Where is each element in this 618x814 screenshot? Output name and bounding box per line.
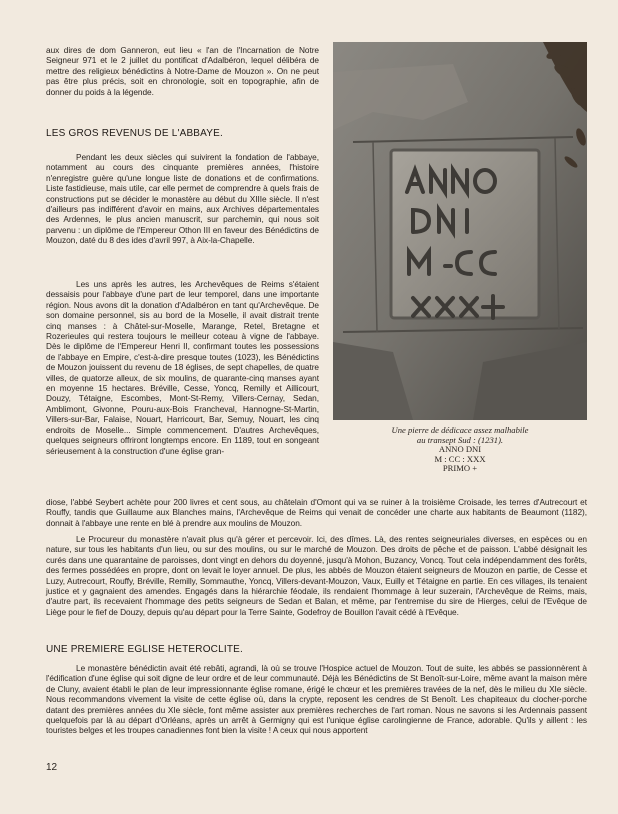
revenus-paragraph-2: Les uns après les autres, les Archevêques de Reims s'étaient dessaisis pour l'abbaye d'une part de leur temporel, dans une importante région. Nous avons dit la donation d'Adalbéron en tant qu'Archevêque. De son domaine personnel, sis au bord de la Moselle, il avait distrait trente cinq manses : à Châtel-sur-Moselle, Marange, Retel, Bretagne et Rozerieules qui restera toujours le meilleur coteau à vigne de l'abbaye. Dès le diplôme de l'Empereur Henri II, confirmant toutes les possessions de l'abbaye en Empire, c'est-à-dire presque toutes (1023), les Bénédictins de Mouzon jouissent du revenu de 18 églises, de sept chapelles, de quatre villes, de quatorze alleux, de six moulins, de quarante-cinq manses ayant en moyenne 15 hectares. Bréville, Cesse, Yoncq, Remilly et Aillicourt, Douzy, Tétaigne, Escombes, Mont-St-Remy, Villers-Cernay, Sedan, Amblimont, Givonne, Pouru-aux-Bois Francheval, Hannogne-St-Martin, Villers-sur-Bar, Falaise, Nouart, Harricourt, Bar, Semuy, Nouart, les cinq endroits de Moselle... Simple commencement. D'autres Archevêques, quelques seigneurs offriront longtemps encore. En 1189, tout en songeant sérieusement à la construction d'une église gran-: [46, 279, 319, 456]
eglise-paragraph-1: Le monastère bénédictin avait été rebâti, agrandi, là où se trouve l'Hospice actuel de Mouzon. Tout de suite, les abbés se passionnèrent à l'édification d'une église qui soit digne de leur ordre et de leur communauté. Déjà les Bénédictins de St Benoît-sur-Loire, même avant la maison mère de Cluny, avaient établi le plan de leur impressionnante église romane, érigé le chœur et les premières travées de la nef, dès le milieu du XIe siècle. Nous recommandons vivement la visite de cette église où, dans la crypte, reposent les cendres de St Benoît. Les chapiteaux du clocher-porche datant des premières années du XIe siècle, font même assister aux premières recherches de l'art roman. Nous ne savons si les Ardennais passent quelquefois par là au départ d'Orléans, après un arrêt à Germigny qui est l'unique église carolingienne de France, adorable. Qu'ils y aillent : les touristes belges et les troupes canadiennes font bien la visite ! A ceux qui nous apportent: [46, 663, 587, 736]
revenus-paragraph-1: Pendant les deux siècles qui suivirent la fondation de l'abbaye, notamment au cours des cinquante premières années, l'histoire n'enregistre guère qu'une longue liste de donations et de confirmations. Liste fastidieuse, mais utile, car elle permet de comprendre à quels frais de constructions put se décider le monastère au début du XIIIe siècle. Il n'est d'ailleurs pas indifférent d'avoir en mains, aux Archives départementales des Ardennes, le plus ancien manuscrit, sur parchemin, qui nous soit parvenu : un diplôme de l'Empereur Othon III en faveur des Bénédictins de Mouzon, daté du 8 des ides d'avril 997, à Aix-la-Chapelle.: [46, 152, 319, 246]
caption-line-1: Une pierre de dédicace assez malhabile: [391, 425, 529, 435]
intro-paragraph: aux dires de dom Ganneron, eut lieu « l'an de l'Incarnation de Notre Seigneur 971 et le 2 juillet du pontificat d'Adalbéron, lequel délibéra de mettre des religieux bénédictins à Notre-Dame de Mouzon ». On ne peut pas être plus précis, soit en chronologie, soit en topographie, afin de donner du poids à la légende.: [46, 45, 319, 97]
caption-line-2: au transept Sud : (1231).: [416, 434, 504, 445]
dedication-stone-photo: [333, 42, 587, 420]
photo-caption: [333, 426, 587, 474]
caption-line-4: M : CC : XXX: [434, 453, 486, 464]
caption-line-3: ANNO DNI: [438, 444, 482, 455]
page-number: 12: [46, 762, 58, 773]
revenus-paragraph-3: Le Procureur du monastère n'avait plus qu'à gérer et percevoir. Ici, des dîmes. Là, des rentes seigneuriales diverses, en espèces ou en nature, sur tous les habitants d'un lieu, ou sur des moulins, ou sur le marché de Mouzon. Des droits de pêche et de paisson. L'abbé désignait les curés dans une quarantaine de paroisses, dont vingt en dehors du doyenné, jusqu'à Mohon, Buzancy, Voncq. Tout cela indépendamment des forêts, des fermes possédées en propre, dont on levait le loyer annuel. De plus, les abbés de Mouzon étaient seigneurs de Mouzon en partie, de Cesse et Luzy, Autrecourt, Rouffy, Bréville, Remilly, Sommauthe, Yoncq, Villers-devant-Mouzon, Vaux, Euilly et Tétaigne en partie. En ces villages, ils tenaient justice et y gagnaient des amendes. Engagés dans la hiérarchie féodale, ils rendaient l'hommage à leur suzerain, l'Archevêque de Reims, mais, d'autre part, ils recevaient l'hommage des petits seigneurs de Sedan et Balan, et même, par l'entremise du sire de Hierges, celui de l'Evêque de Liège pour le fief de Douzy, depuis qu'au départ pour la Terre Sainte, Godefroy de Bouillon l'avait cédé à l'Evêque.: [46, 534, 587, 617]
section-heading-revenus: LES GROS REVENUS DE L'ABBAYE.: [46, 128, 224, 139]
section-heading-eglise: UNE PREMIERE EGLISE HETEROCLITE.: [46, 644, 243, 655]
engraved-dedication-stone-icon: [333, 42, 587, 420]
revenus-paragraph-2-continued: diose, l'abbé Seybert achète pour 200 livres et cent sous, au châtelain d'Omont qui va se ruiner à la troisième Croisade, les terres d'Autrecourt et Rouffy, tandis que Guillaume aux Blanches mains, l'Archevêque de Reims qui venait de concéder une charte aux habitants de Beaumont (1182), donnait à l'abbaye une rente en blé à prendre aux moulins de Mouzon.: [46, 497, 587, 528]
caption-line-5: PRIMO +: [442, 463, 478, 474]
